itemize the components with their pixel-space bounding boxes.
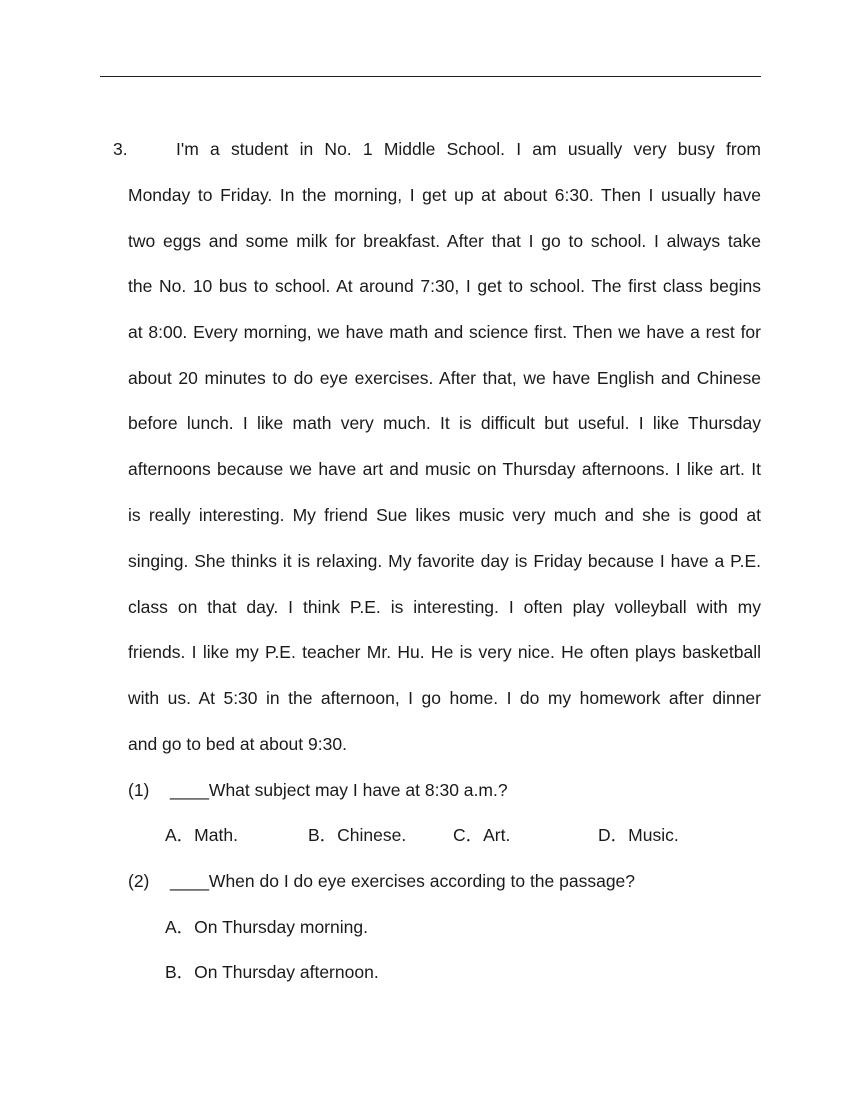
passage-line: singing. She thinks it is relaxing. My favorite day is Friday because I have a P.E. [128,551,761,571]
subquestion-text: ____What subject may I have at 8:30 a.m.? [170,780,508,800]
passage-line: about 20 minutes to do eye exercises. After that, we have English and Chinese [128,368,761,388]
answer-option[interactable]: B．Chinese. [308,825,407,845]
answer-option[interactable]: D．Music. [598,825,679,845]
header-rule [100,76,761,77]
passage-line: afternoons because we have art and music on Thursday afternoons. I like art. It [128,459,761,479]
answer-option[interactable]: A．Math. [165,825,238,845]
subquestion-text: ____When do I do eye exercises according to the passage? [170,871,636,891]
answer-option[interactable]: B．On Thursday afternoon. [165,962,379,982]
passage-line: friends. I like my P.E. teacher Mr. Hu. He is very nice. He often plays basketball [128,642,761,662]
passage-line: two eggs and some milk for breakfast. After that I go to school. I always take [128,231,761,251]
passage-line: at 8:00. Every morning, we have math and science first. Then we have a rest for [128,322,761,342]
question-number: 3. [113,139,128,159]
passage-line: with us. At 5:30 in the afternoon, I go home. I do my homework after dinner [128,688,761,708]
subquestion-number: (1) [128,780,150,800]
passage-line: before lunch. I like math very much. It is difficult but useful. I like Thursday [128,413,761,433]
passage-line: is really interesting. My friend Sue likes music very much and she is good at [128,505,761,525]
passage-line: class on that day. I think P.E. is interesting. I often play volleyball with my [128,597,761,617]
passage-line: I'm a student in No. 1 Middle School. I am usually very busy from [176,139,761,159]
passage-line: Monday to Friday. In the morning, I get up at about 6:30. Then I usually have [128,185,761,205]
answer-option[interactable]: A．On Thursday morning. [165,917,368,937]
answer-option[interactable]: C．Art. [453,825,511,845]
passage-line: the No. 10 bus to school. At around 7:30, I get to school. The first class begins [128,276,761,296]
subquestion-number: (2) [128,871,150,891]
passage-line: and go to bed at about 9:30. [128,734,347,754]
